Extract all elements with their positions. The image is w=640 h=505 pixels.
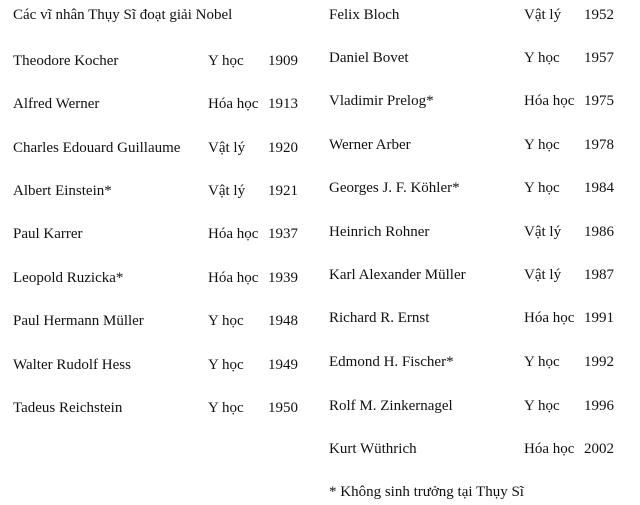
page-title: Các vĩ nhân Thụy Sĩ đoạt giải Nobel xyxy=(13,7,233,23)
laureate-field: Y học xyxy=(208,400,244,416)
laureate-year: 1913 xyxy=(268,96,298,112)
laureate-name: Charles Edouard Guillaume xyxy=(13,140,181,156)
laureate-year: 1986 xyxy=(584,224,614,240)
laureate-field: Y học xyxy=(208,53,244,69)
laureate-name: Paul Karrer xyxy=(13,226,83,242)
laureate-name: Paul Hermann Müller xyxy=(13,313,144,329)
laureate-year: 1978 xyxy=(584,137,614,153)
footnote: * Không sinh trưởng tại Thụy Sĩ xyxy=(329,484,524,500)
laureate-field: Y học xyxy=(524,354,560,370)
laureate-field: Hóa học xyxy=(524,310,575,326)
laureate-name: Richard R. Ernst xyxy=(329,310,430,326)
laureate-year: 1909 xyxy=(268,53,298,69)
laureate-name: Vladimir Prelog* xyxy=(329,93,434,109)
laureate-field: Hóa học xyxy=(524,441,575,457)
laureate-field: Vật lý xyxy=(208,140,246,156)
laureate-name: Edmond H. Fischer* xyxy=(329,354,454,370)
laureate-name: Walter Rudolf Hess xyxy=(13,357,131,373)
laureate-name: Kurt Wüthrich xyxy=(329,441,417,457)
laureate-year: 1996 xyxy=(584,398,614,414)
laureate-field: Vật lý xyxy=(524,7,562,23)
laureate-year: 1949 xyxy=(268,357,298,373)
laureate-year: 1987 xyxy=(584,267,614,283)
laureate-name: Felix Bloch xyxy=(329,7,400,23)
laureate-field: Vật lý xyxy=(208,183,246,199)
laureate-field: Y học xyxy=(524,137,560,153)
laureate-name: Theodore Kocher xyxy=(13,53,119,69)
laureate-field: Hóa học xyxy=(208,270,259,286)
laureate-field: Y học xyxy=(208,357,244,373)
laureate-year: 1984 xyxy=(584,180,614,196)
laureate-field: Hóa học xyxy=(208,226,259,242)
laureate-year: 2002 xyxy=(584,441,614,457)
laureate-field: Y học xyxy=(524,180,560,196)
laureate-field: Hóa học xyxy=(524,93,575,109)
laureate-year: 1921 xyxy=(268,183,298,199)
laureate-year: 1991 xyxy=(584,310,614,326)
laureate-field: Hóa học xyxy=(208,96,259,112)
laureate-name: Karl Alexander Müller xyxy=(329,267,466,283)
laureate-year: 1957 xyxy=(584,50,614,66)
laureate-field: Vật lý xyxy=(524,267,562,283)
laureate-field: Y học xyxy=(524,50,560,66)
laureate-year: 1952 xyxy=(584,7,614,23)
laureate-name: Georges J. F. Köhler* xyxy=(329,180,460,196)
laureate-year: 1950 xyxy=(268,400,298,416)
laureate-field: Y học xyxy=(208,313,244,329)
laureate-year: 1920 xyxy=(268,140,298,156)
laureate-name: Tadeus Reichstein xyxy=(13,400,123,416)
laureate-year: 1948 xyxy=(268,313,298,329)
laureate-year: 1939 xyxy=(268,270,298,286)
laureate-field: Vật lý xyxy=(524,224,562,240)
laureate-name: Werner Arber xyxy=(329,137,411,153)
laureate-name: Leopold Ruzicka* xyxy=(13,270,124,286)
laureate-year: 1975 xyxy=(584,93,614,109)
laureate-field: Y học xyxy=(524,398,560,414)
laureate-name: Rolf M. Zinkernagel xyxy=(329,398,453,414)
laureate-year: 1992 xyxy=(584,354,614,370)
laureate-name: Daniel Bovet xyxy=(329,50,409,66)
laureate-year: 1937 xyxy=(268,226,298,242)
laureate-name: Alfred Werner xyxy=(13,96,100,112)
laureate-name: Heinrich Rohner xyxy=(329,224,430,240)
laureate-name: Albert Einstein* xyxy=(13,183,112,199)
